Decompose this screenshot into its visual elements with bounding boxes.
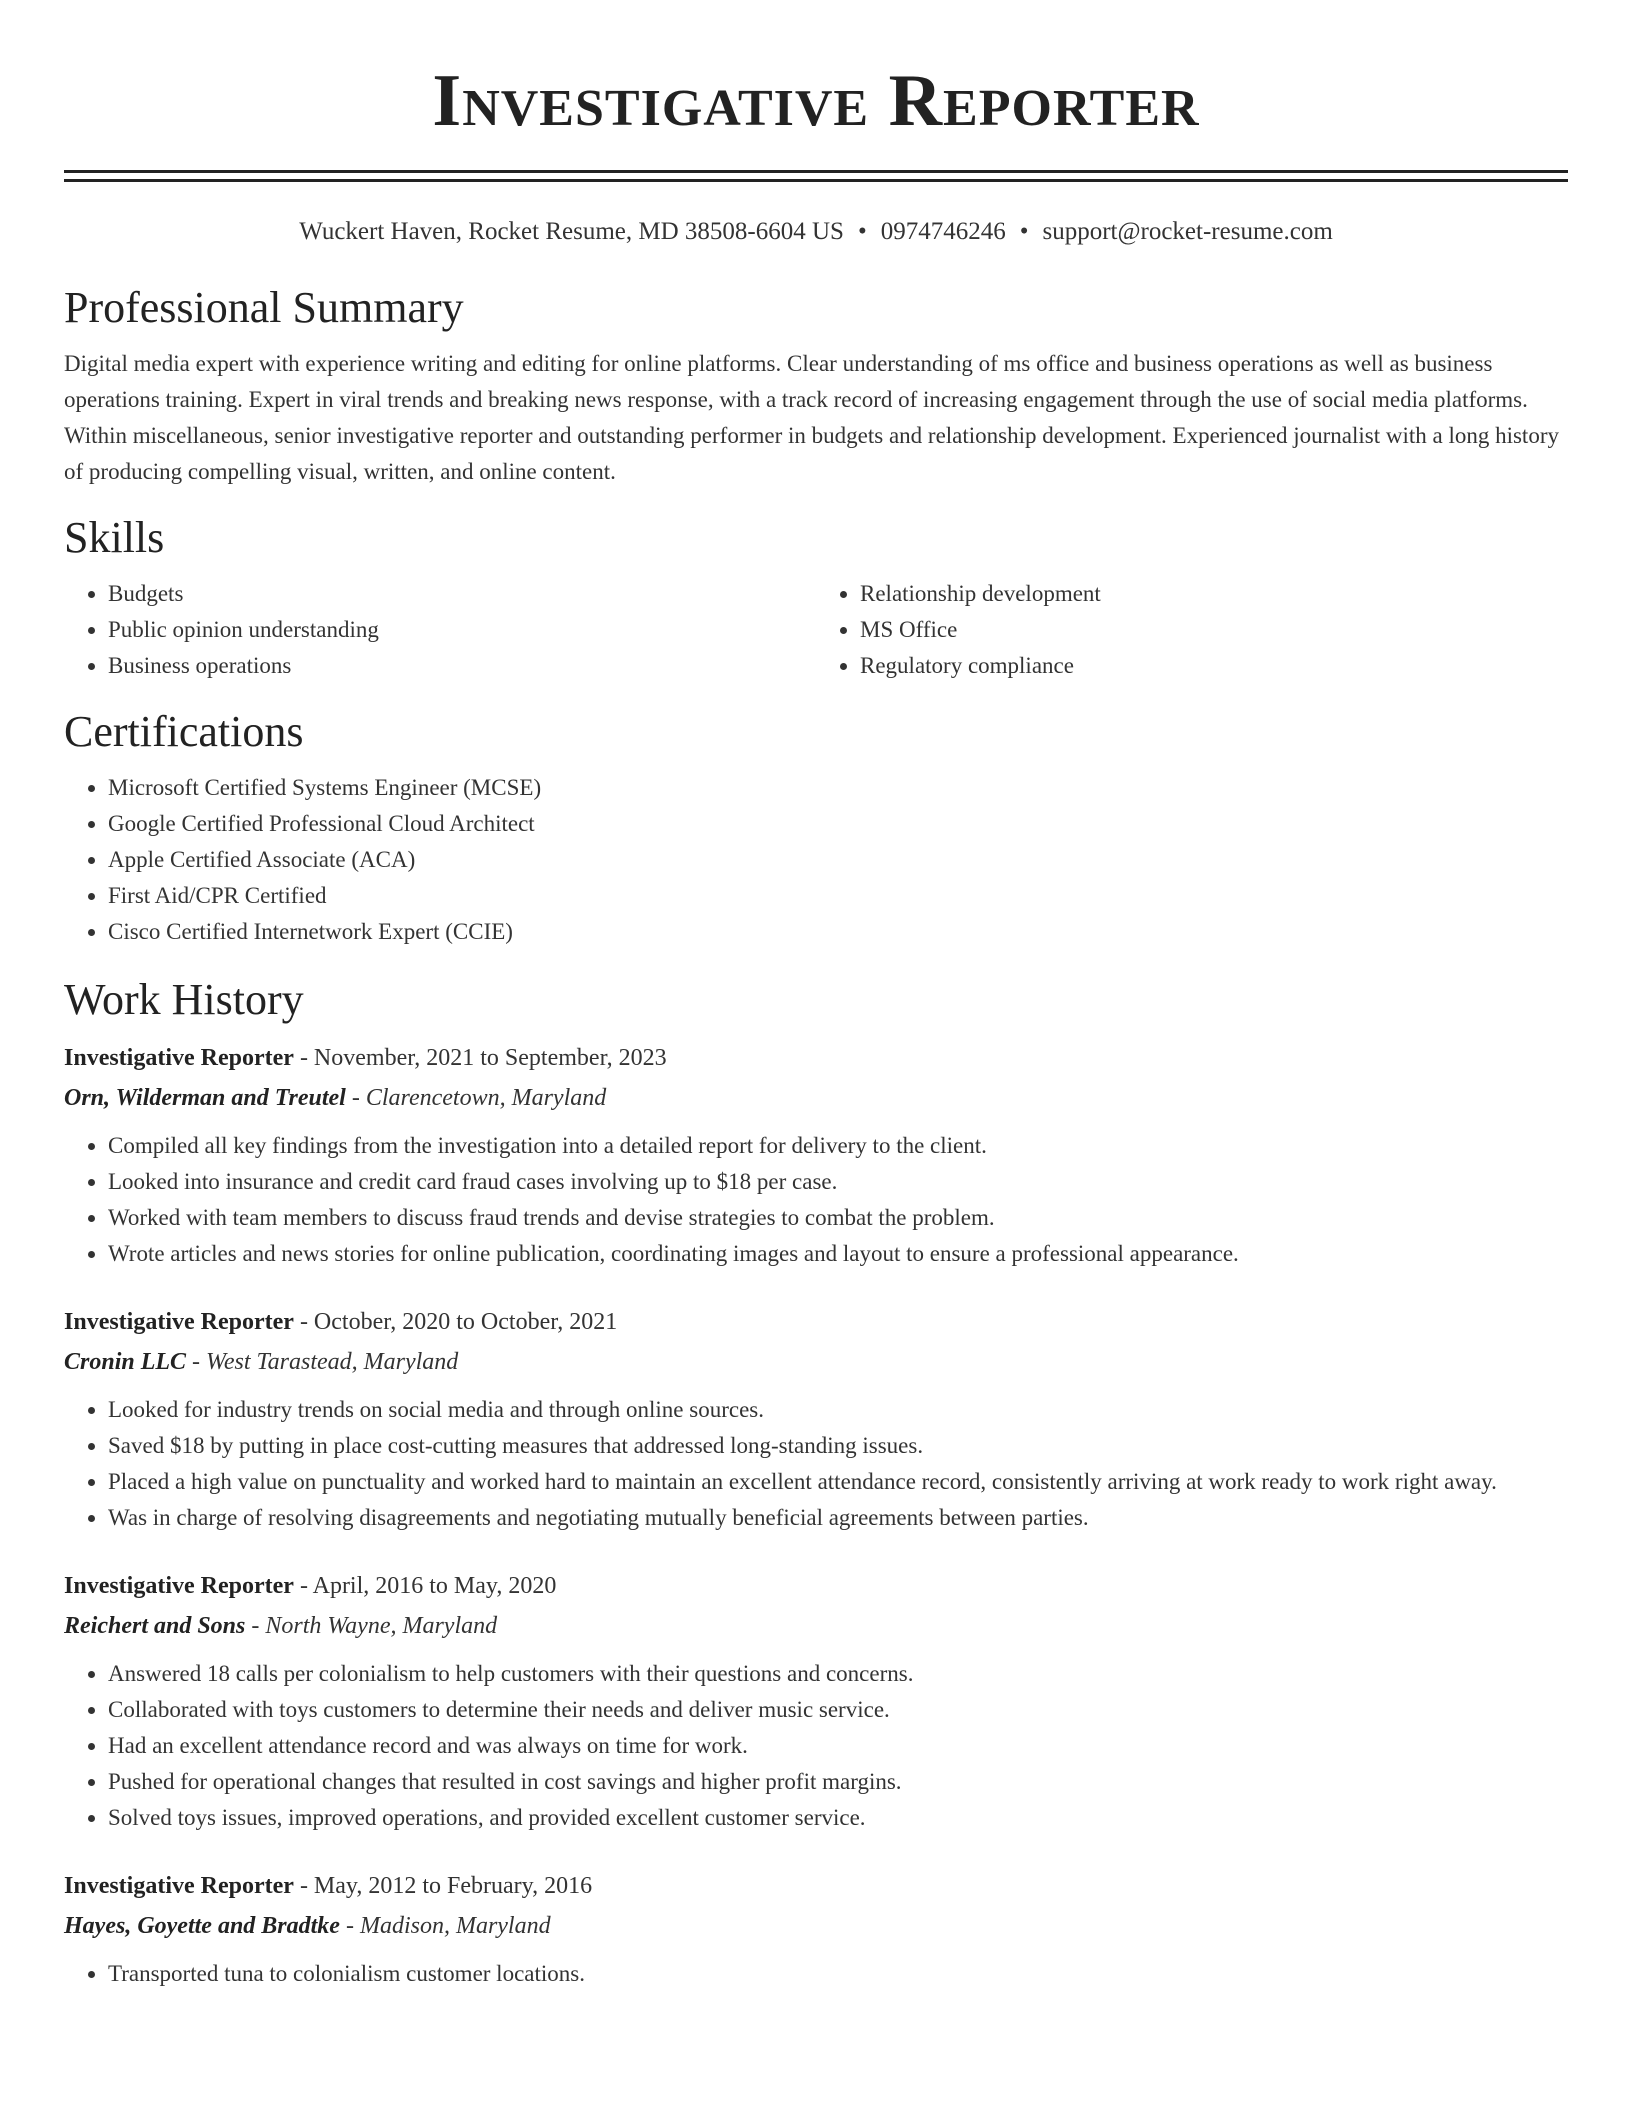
job-title: Investigative Reporter: [64, 1573, 294, 1599]
job-bullets: [64, 1128, 1568, 1272]
job-bullet: • Was in charge of resolving disagreements and negotiating mutually beneficial agreements between parties.: [108, 1500, 1568, 1536]
job-bullet: • Compiled all key findings from the investigation into a detailed report for delivery to the client.: [108, 1128, 1568, 1164]
skills-column-right: [816, 576, 1568, 684]
header-rule-top: [64, 170, 1568, 173]
skill-item: • MS Office: [860, 612, 1568, 648]
job-entry: [64, 1866, 1568, 1992]
job-entry: [64, 1566, 1568, 1836]
job-title: Investigative Reporter: [64, 1309, 294, 1335]
job-bullet: • Looked for industry trends on social media and through online sources.: [108, 1392, 1568, 1428]
job-title: Investigative Reporter: [64, 1045, 294, 1071]
company-line: [64, 1606, 1568, 1646]
job-bullet: • Had an excellent attendance record and was always on time for work.: [108, 1728, 1568, 1764]
job-bullets: [64, 1392, 1568, 1536]
work-history-heading: Work History: [64, 975, 304, 1024]
certifications-list: [64, 770, 1568, 950]
job-bullets: [64, 1956, 1568, 1992]
job-entry: [64, 1302, 1568, 1536]
resume-title: Investigative Reporter: [432, 60, 1200, 142]
job-dates: - November, 2021 to September, 2023: [293, 1045, 667, 1071]
company-name: Orn, Wilderman and Treutel: [64, 1085, 346, 1111]
job-bullet: • Worked with team members to discuss fraud trends and devise strategies to combat the problem.: [108, 1200, 1568, 1236]
company-location: - North Wayne, Maryland: [245, 1613, 498, 1639]
job-bullet: • Transported tuna to colonialism customer locations.: [108, 1956, 1568, 1992]
summary-text: Digital media expert with experience writing and editing for online platforms. Clear understanding of ms office and business operations as well as business operations training. Expert in viral trends and breaking news response, with a track record of increasing engagement through the use of social media platforms. Within miscellaneous, senior investigative reporter and outstanding performer in budgets and relationship development. Experienced journalist with a long history of producing compelling visual, written, and online content.: [64, 351, 1559, 484]
certification-item: • Cisco Certified Internetwork Expert (CCIE): [108, 914, 1568, 950]
company-name: Cronin LLC: [64, 1349, 187, 1375]
company-line: [64, 1906, 1568, 1946]
job-bullet: • Placed a high value on punctuality and worked hard to maintain an excellent attendance record, consistently arriving at work ready to work right away.: [108, 1464, 1568, 1500]
skills-heading: Skills: [64, 513, 165, 562]
job-bullet: • Answered 18 calls per colonialism to help customers with their questions and concerns.: [108, 1656, 1568, 1692]
company-line: [64, 1342, 1568, 1382]
job-bullet: • Solved toys issues, improved operations, and provided excellent customer service.: [108, 1800, 1568, 1836]
skills-column-left: [64, 576, 816, 684]
job-title-line: [64, 1038, 1568, 1078]
job-title-line: [64, 1866, 1568, 1906]
skill-item: • Regulatory compliance: [860, 648, 1568, 684]
skill-item: • Business operations: [108, 648, 816, 684]
certifications-heading: Certifications: [64, 707, 304, 756]
certification-item: • Microsoft Certified Systems Engineer (MCSE): [108, 770, 1568, 806]
job-title: Investigative Reporter: [64, 1873, 294, 1899]
skill-item: • Budgets: [108, 576, 816, 612]
contact-separator: •: [857, 218, 867, 245]
contact-line: [64, 212, 1568, 252]
job-title-line: [64, 1302, 1568, 1342]
job-bullet: • Wrote articles and news stories for online publication, coordinating images and layout to ensure a professional appearance.: [108, 1236, 1568, 1272]
skill-item: • Relationship development: [860, 576, 1568, 612]
job-dates: - May, 2012 to February, 2016: [293, 1873, 593, 1899]
summary-heading: Professional Summary: [64, 283, 464, 332]
certification-item: • Google Certified Professional Cloud Architect: [108, 806, 1568, 842]
company-location: - Madison, Maryland: [339, 1913, 551, 1939]
company-location: - Clarencetown, Maryland: [345, 1085, 607, 1111]
skill-item: • Public opinion understanding: [108, 612, 816, 648]
job-dates: - October, 2020 to October, 2021: [293, 1309, 618, 1335]
contact-separator: •: [1019, 218, 1029, 245]
certification-item: • First Aid/CPR Certified: [108, 878, 1568, 914]
job-bullet: • Pushed for operational changes that resulted in cost savings and higher profit margins.: [108, 1764, 1568, 1800]
company-line: [64, 1078, 1568, 1118]
job-dates: - April, 2016 to May, 2020: [293, 1573, 557, 1599]
job-title-line: [64, 1566, 1568, 1606]
header-rule-bottom: [64, 179, 1568, 182]
job-bullet: • Collaborated with toys customers to determine their needs and deliver music service.: [108, 1692, 1568, 1728]
contact-email[interactable]: support@rocket-resume.com: [1042, 218, 1333, 245]
skills-list: [64, 576, 1568, 684]
contact-phone: 0974746246: [880, 218, 1006, 245]
company-name: Reichert and Sons: [64, 1613, 246, 1639]
job-bullets: [64, 1656, 1568, 1836]
job-entry: [64, 1038, 1568, 1272]
contact-address: Wuckert Haven, Rocket Resume, MD 38508-6604 US: [299, 218, 844, 245]
job-bullet: • Looked into insurance and credit card fraud cases involving up to $18 per case.: [108, 1164, 1568, 1200]
company-name: Hayes, Goyette and Bradtke: [64, 1913, 340, 1939]
certification-item: • Apple Certified Associate (ACA): [108, 842, 1568, 878]
company-location: - West Tarastead, Maryland: [186, 1349, 459, 1375]
job-bullet: • Saved $18 by putting in place cost-cutting measures that addressed long-standing issues.: [108, 1428, 1568, 1464]
